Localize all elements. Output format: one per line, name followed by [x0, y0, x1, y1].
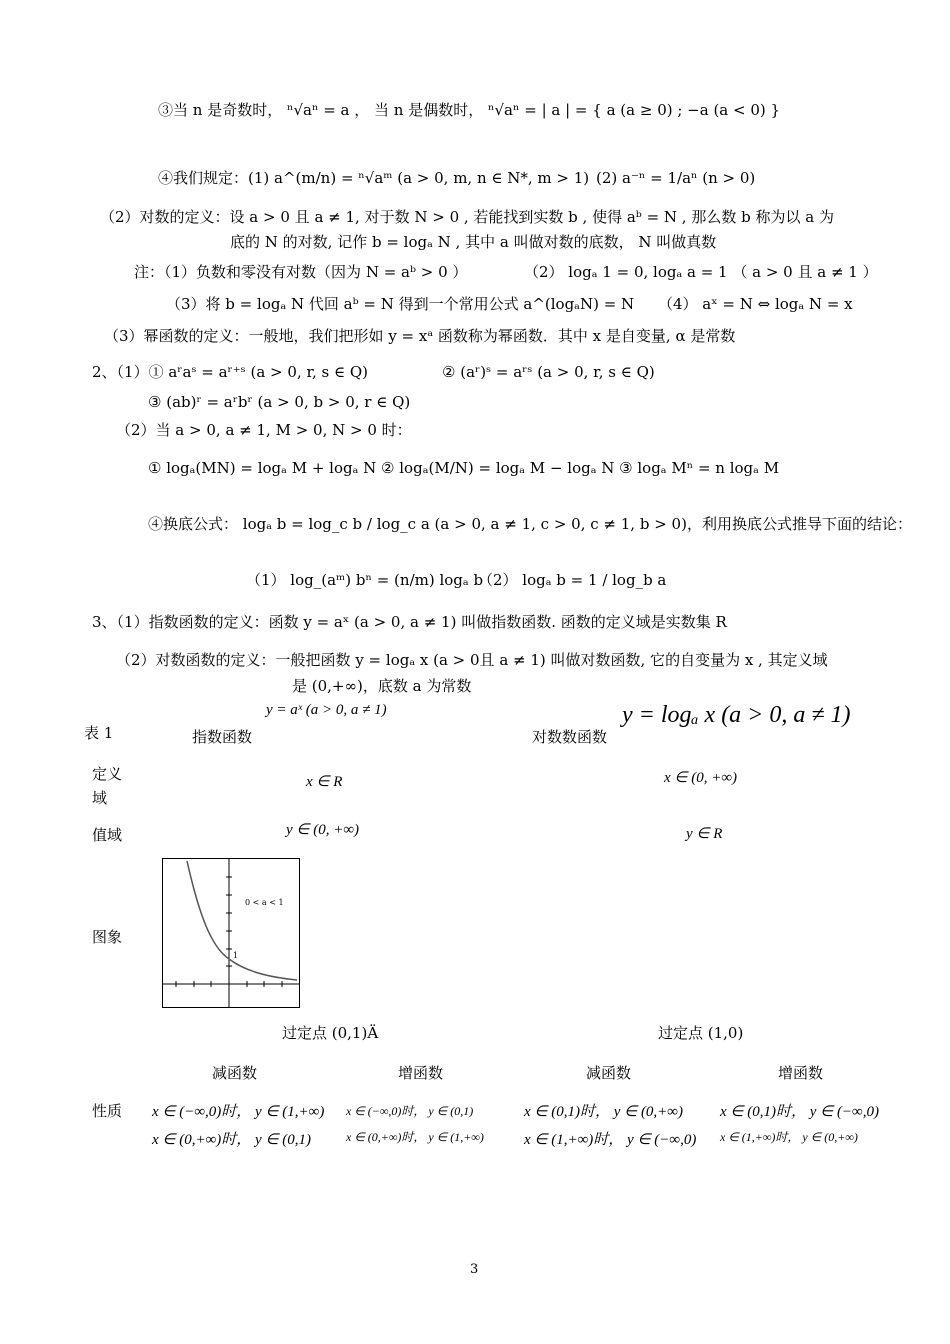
line-exp-rule-1: 2、（1）① aʳaˢ = aʳ⁺ˢ (a > 0, r, s ∈ Q)	[92, 363, 369, 381]
exp-column-formula: y = aˣ (a > 0, a ≠ 1)	[266, 702, 387, 718]
prop-exp-inc-2: x ∈ (0,+∞)时， y ∈ (1,+∞)	[346, 1130, 484, 1144]
line-fractional-exponent: ④我们规定：(1) a^(m/n) = ⁿ√aᵐ (a > 0, m, n ∈ N*, m > 1)	[158, 169, 590, 187]
row-label-properties: 性质	[92, 1102, 123, 1120]
exp-graph	[162, 858, 300, 1008]
line-log-note-4: （4） aˣ = N ⇔ logₐ N = x	[658, 295, 853, 313]
line-power-function-def: （3）幂函数的定义：一般地，我们把形如 y = xᵃ 函数称为幂函数．其中 x 是自变量, α 是常数	[104, 327, 736, 345]
line-log-note-1: 注：（1）负数和零没有对数（因为 N = aᵇ > 0 ）	[134, 263, 468, 281]
line-radical-rule: ③当 n 是奇数时， ⁿ√aⁿ = a ， 当 n 是偶数时， ⁿ√aⁿ = | a | = { a (a ≥ 0) ; −a (a < 0) }	[158, 101, 781, 119]
line-exp-rule-2: ② (aʳ)ˢ = aʳˢ (a > 0, r, s ∈ Q)	[442, 363, 655, 381]
prop-log-dec-2: x ∈ (1,+∞)时， y ∈ (−∞,0)	[524, 1132, 697, 1148]
row-label-domain: 定义域	[92, 765, 123, 807]
exp-graph-svg	[163, 859, 299, 1007]
line-exp-function-def: 3、（1）指数函数的定义：函数 y = aˣ (a > 0, a ≠ 1) 叫做指数函数. 函数的定义域是实数集 R	[92, 613, 727, 631]
mono-log-increasing: 增函数	[778, 1064, 824, 1082]
table-title: 表 1	[84, 724, 114, 742]
mono-exp-decreasing: 减函数	[212, 1064, 258, 1082]
prop-exp-dec-1: x ∈ (−∞,0)时， y ∈ (1,+∞)	[152, 1104, 325, 1120]
line-log-definition-cont: 底的 N 的对数, 记作 b = logₐ N , 其中 a 叫做对数的底数， N 叫做真数	[230, 233, 717, 251]
log-column-label: 对数数函数	[532, 728, 608, 746]
exp-fixed-point: 过定点 (0,1)Ä	[282, 1024, 379, 1042]
graph-curve-label: 0 < a < 1	[245, 898, 284, 907]
line-log-note-3: （3）将 b = logₐ N 代回 aᵇ = N 得到一个常用公式 a^(logₐN) = N	[166, 295, 635, 313]
line-log-rules: ① logₐ(MN) = logₐ M + logₐ N ② logₐ(M/N) = logₐ M − logₐ N ③ logₐ Mⁿ = n logₐ M	[148, 459, 780, 477]
line-exp-rule-3: ③ (ab)ʳ = aʳbʳ (a > 0, b > 0, r ∈ Q)	[148, 393, 411, 411]
graph-curve	[187, 861, 297, 980]
line-change-of-base: ④换底公式： logₐ b = log_c b / log_c a (a > 0, a ≠ 1, c > 0, c ≠ 1, b > 0)，利用换底公式推导下面的结论：	[148, 515, 912, 533]
exp-range: y ∈ (0, +∞)	[286, 822, 360, 838]
log-fixed-point: 过定点 (1,0)	[658, 1024, 744, 1042]
prop-exp-inc-1: x ∈ (−∞,0)时， y ∈ (0,1)	[346, 1104, 474, 1118]
exp-domain: x ∈ R	[306, 774, 343, 790]
line-log-function-def: （2）对数函数的定义：一般把函数 y = logₐ x (a > 0且 a ≠ 1) 叫做对数函数, 它的自变量为 x , 其定义域	[116, 651, 828, 669]
log-range: y ∈ R	[686, 826, 723, 842]
mono-log-decreasing: 减函数	[586, 1064, 632, 1082]
line-log-note-2: （2） logₐ 1 = 0, logₐ a = 1 （ a > 0 且 a ≠ 1 ）	[524, 263, 878, 281]
page-number: 3	[470, 1262, 479, 1277]
graph-point-label: 1	[233, 951, 239, 960]
line-log-definition: （2）对数的定义：设 a > 0 且 a ≠ 1, 对于数 N > 0 , 若能找到实数 b , 使得 aᵇ = N , 那么数 b 称为以 a 为	[100, 208, 834, 226]
line-log-function-def-cont: 是 (0,+∞)，底数 a 为常数	[292, 677, 472, 695]
row-label-range: 值域	[92, 826, 123, 844]
line-corollary-1: （1） log_(aᵐ) bⁿ = (n/m) logₐ b	[246, 571, 484, 589]
line-corollary-2: （2） logₐ b = 1 / log_b a	[478, 571, 667, 589]
log-domain: x ∈ (0, +∞)	[664, 770, 738, 786]
prop-log-dec-1: x ∈ (0,1)时， y ∈ (0,+∞)	[524, 1104, 683, 1120]
prop-log-inc-1: x ∈ (0,1)时， y ∈ (−∞,0)	[720, 1104, 879, 1120]
row-label-graph: 图象	[92, 928, 123, 946]
exp-column-label: 指数函数	[192, 728, 253, 746]
mono-exp-increasing: 增函数	[398, 1064, 444, 1082]
prop-exp-dec-2: x ∈ (0,+∞)时， y ∈ (0,1)	[152, 1132, 311, 1148]
prop-log-inc-2: x ∈ (1,+∞)时， y ∈ (0,+∞)	[720, 1130, 858, 1144]
log-column-formula: y = logₐ x (a > 0, a ≠ 1)	[622, 702, 851, 728]
line-negative-exponent: (2) a⁻ⁿ = 1/aⁿ (n > 0)	[596, 169, 756, 187]
line-log-condition: （2）当 a > 0, a ≠ 1, M > 0, N > 0 时：	[116, 421, 412, 439]
